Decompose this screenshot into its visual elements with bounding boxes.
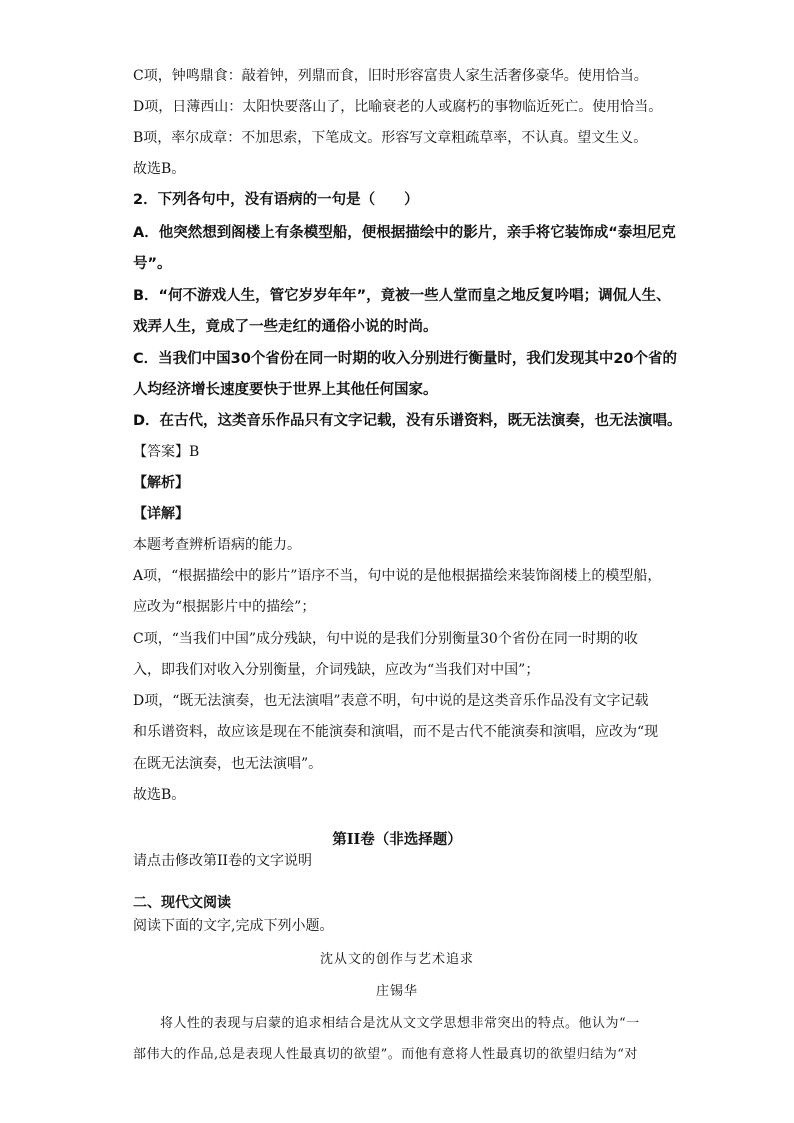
passage-line: 部伟大的作品,总是表现人性最真切的欲望”。而他有意将人性最真切的欲望归结为“对 <box>133 1047 638 1062</box>
option-a-line-1: A．他突然想到阁楼上有条模型船，便根据描绘中的影片，亲手将它装饰成“泰坦尼克 <box>133 225 676 241</box>
option-a-line-2: 号”。 <box>133 256 172 272</box>
option-c-note: C项，钟鸣鼎食：敲着钟，列鼎而食，旧时形容富贵人家生活奢侈豪华。使用恰当。 <box>133 68 648 84</box>
option-b-note: B项，率尔成章：不加思索，下笔成文。形容写文章粗疏草率，不认真。望文生义。 <box>133 130 648 146</box>
answer-choice-2: 故选B。 <box>133 787 186 803</box>
explanation-line: 在既无法演奏，也无法演唱”。 <box>133 756 323 772</box>
option-d-note: D项，日薄西山：太阳快要落山了，比喻衰老的人或腐朽的事物临近死亡。使用恰当。 <box>133 99 663 115</box>
option-d-line-1: D．在古代，这类音乐作品只有文字记载，没有乐谱资料，既无法演奏，也无法演唱。 <box>133 413 682 429</box>
section-note[interactable]: 请点击修改第II卷的文字说明 <box>133 853 313 869</box>
explanation-line: A项，“根据描绘中的影片”语序不当，句中说的是他根据描绘来装饰阁楼上的模型船， <box>133 568 662 584</box>
answer-choice-1: 故选B。 <box>133 161 186 177</box>
option-b-line-2: 戏弄人生，竟成了一些走红的通俗小说的时尚。 <box>133 319 438 335</box>
option-c-line-2: 人均经济增长速度要快于世界上其他任何国家。 <box>133 382 438 398</box>
section-title: 第II卷（非选择题） <box>332 831 462 848</box>
detail-label: 【详解】 <box>133 506 189 522</box>
reading-instruction: 阅读下面的文字,完成下列小题。 <box>133 918 334 934</box>
option-c-line-1: C．当我们中国30个省份在同一时期的收入分别进行衡量时，我们发现其中20个省的 <box>133 351 677 367</box>
explanation-line: 本题考查辨析语病的能力。 <box>133 537 301 553</box>
question-2-stem: 2．下列各句中，没有语病的一句是（ ） <box>133 192 419 208</box>
explanation-line: D项，“既无法演奏，也无法演唱”表意不明，句中说的是这类音乐作品没有文字记载 <box>133 693 649 709</box>
option-b-line-1: B．“何不游戏人生，管它岁岁年年”，竟被一些人堂而皇之地反复吟唱；调侃人生、 <box>133 288 671 304</box>
explanation-line: C项，“当我们中国”成分残缺，句中说的是我们分别衡量30个省份在同一时期的收 <box>133 631 638 647</box>
passage-line: 将人性的表现与启蒙的追求相结合是沈从文文学思想非常突出的特点。他认为“一 <box>133 1016 640 1031</box>
article-author: 庄锡华 <box>375 984 418 999</box>
analysis-label: 【解析】 <box>133 475 189 491</box>
part-heading: 二、现代文阅读 <box>133 895 231 911</box>
answer-label: 【答案】B <box>133 444 200 460</box>
explanation-line: 入，即我们对收入分别衡量，介词残缺，应改为“当我们对中国”； <box>133 662 540 678</box>
explanation-line: 应改为“根据影片中的描绘”； <box>133 599 316 615</box>
article-title: 沈从文的创作与艺术追求 <box>319 952 474 967</box>
explanation-line: 和乐谱资料，故应该是现在不能演奏和演唱，而不是古代不能演奏和演唱，应改为“现 <box>133 724 659 740</box>
